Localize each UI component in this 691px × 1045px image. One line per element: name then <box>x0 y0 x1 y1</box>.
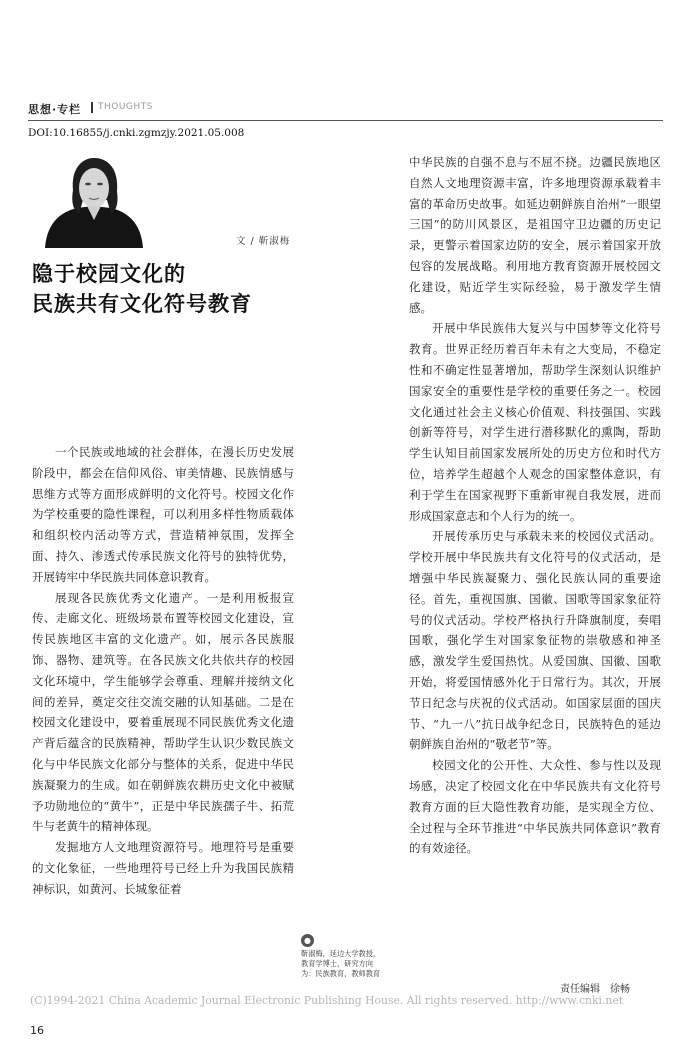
column-name: 思想·专栏 <box>28 103 82 116</box>
copyright-watermark: (C)1994-2021 China Academic Journal Electronic Publishing House. All rights reserved. http://www.cnki.net <box>30 994 624 1007</box>
column-name-english: THOUGHTS <box>98 102 153 112</box>
header-separator <box>91 102 93 113</box>
author-byline: 文 / 靳淑梅 <box>236 236 291 247</box>
article-title-line-1: 隐于校园文化的 <box>32 261 186 286</box>
paragraph-ceremony: 开展传承历史与承载未来的校园仪式活动。学校开展中华民族共有文化符号的仪式活动，是增强中华民族凝聚力、强化民族认同的重要途径。首先，重视国旗、国徽、国歌等国家象征符号的仪式活动。学校严格执行升降旗制度，奏唱国歌，强化学生对国家象征物的崇敬感和神圣感，激发学生爱国热忱。从爱国旗、国徽、国歌开始，将爱国情感外化于日常行为。其次，开展节日纪念与庆祝的仪式活动。如国家层面的国庆节、“九一八”抗日战争纪念日，民族特色的延边朝鲜族自治州的“敬老节”等。 <box>409 529 661 752</box>
paragraph-chinese-dream: 开展中华民族伟大复兴与中国梦等文化符号教育。世界正经历着百年未有之大变局，不稳定性和不确定性显著增加，帮助学生深刻认识维护国家安全的重要性是学校的重要任务之一。校园文化通过社会主义核心价值观、科技强国、实践创新等符号，对学生进行潜移默化的熏陶，帮助学生认知目前国家发展所处的历史方位和时代方位，培养学生超越个人观念的国家整体意识，有利于学生在国家视野下重新审视自我发展，进而形成国家意志和个人行为的统一。 <box>409 321 661 523</box>
author-photo <box>31 150 158 248</box>
paragraph-geography-continued: 中华民族的自强不息与不屈不挠。边疆民族地区自然人文地理资源丰富，许多地理资源承载着丰富的革命历史故事。如延边朝鲜族自治州“一眼望三国”的防川风景区，是祖国守卫边疆的历史记录，更警示着国家边防的安全，展示着国家开放包容的发展战略。利用地方教育资源开展校园文化建设，贴近学生实际经验，易于激发学生情感。 <box>409 155 661 315</box>
doi-line: DOI:10.16855/j.cnki.zgmzjy.2021.05.008 <box>28 127 245 139</box>
paragraph-geography-start: 发掘地方人文地理资源符号。地理符号是重要的文化象征，一些地理符号已经上升为我国民族精神标识，如黄河、长城象征着 <box>32 840 294 896</box>
author-note-icon: ● <box>301 934 314 947</box>
responsible-editor: 责任编辑 徐畅 <box>560 984 630 995</box>
page-header <box>28 101 663 119</box>
header-rule <box>28 120 663 121</box>
page-number: 16 <box>30 1024 44 1037</box>
right-column <box>409 152 661 859</box>
left-column <box>32 442 294 900</box>
paragraph-cultural-heritage: 展现各民族优秀文化遗产。一是利用板报宣传、走廊文化、班级场景布置等校园文化建设，宣传民族地区丰富的文化遗产。如，展示各民族服饰、器物、建筑等。在各民族文化共依共存的校园文化环境中，学生能够学会尊重、理解并接纳文化间的差异，奠定交往交流交融的认知基础。二是在校园文化建设中，要着重展现不同民族优秀文化遗产背后蕴含的民族精神，帮助学生认识少数民族文化与中华民族文化部分与整体的关系，促进中华民族凝聚力的生成。如在朝鲜族农耕历史文化中被赋予功勋地位的“黄牛”，正是中华民族孺子牛、拓荒牛与老黄牛的精神体现。 <box>32 590 294 834</box>
article-title-line-2: 民族共有文化符号教育 <box>32 291 252 316</box>
paragraph-intro: 一个民族或地域的社会群体，在漫长历史发展阶段中，都会在信仰风俗、审美情趣、民族情感与思维方式等方面形成鲜明的文化符号。校园文化作为学校重要的隐性课程，可以利用多样性物质载体和组织校内活动等方式，营造精神氛围，发挥全面、持久、渗透式传承民族文化符号的独特优势，开展铸牢中华民族共同体意识教育。 <box>32 445 294 584</box>
paragraph-conclusion: 校园文化的公开性、大众性、参与性以及现场感，决定了校园文化在中华民族共有文化符号教育方面的巨大隐性教育功能，是实现全方位、全过程与全环节推进“中华民族共同体意识”教育的有效途径。 <box>409 758 661 856</box>
author-note-text: 靳淑梅，延边大学教授，教育学博士，研究方向为：民族教育，教师教育 <box>301 949 381 978</box>
